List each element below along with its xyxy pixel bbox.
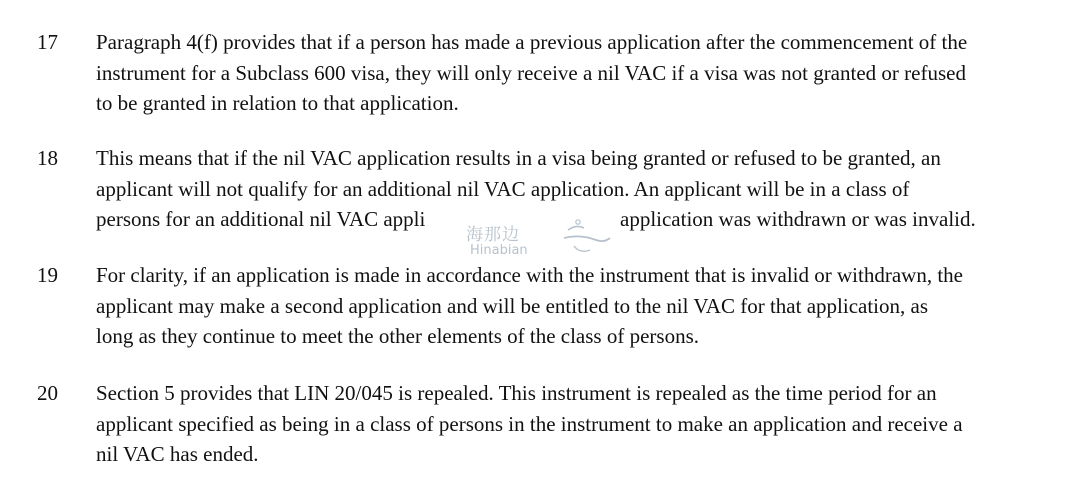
watermark <box>462 212 622 264</box>
paragraph-line: application was withdrawn or was invalid. <box>620 207 976 231</box>
paragraph-line: nil VAC has ended. <box>96 442 259 466</box>
paragraph-line: applicant specified as being in a class of persons in the instrument to make an application and receive a <box>96 411 963 436</box>
paragraph-line: instrument for a Subclass 600 visa, they will only receive a nil VAC if a visa was not granted or refused <box>96 60 966 85</box>
paragraph-line: applicant may make a second application and will be entitled to the nil VAC for that application, as <box>96 293 929 318</box>
paragraph-number: 20 <box>37 381 58 405</box>
watermark-logo-icon <box>560 216 612 258</box>
paragraph-number: 17 <box>37 30 58 54</box>
paragraph-line: applicant will not qualify for an additional nil VAC application. An applicant will be in a class of <box>96 176 910 201</box>
paragraph-line: Paragraph 4(f) provides that if a person has made a previous application after the commencement of the <box>96 30 968 54</box>
paragraph-number: 19 <box>37 263 58 287</box>
paragraph-line: This means that if the nil VAC application results in a visa being granted or refused to be granted, an <box>96 146 941 170</box>
paragraph-line: persons for an additional nil VAC appli <box>96 207 426 231</box>
paragraph-line: For clarity, if an application is made in accordance with the instrument that is invalid or withdrawn, the <box>96 263 963 287</box>
paragraph-line: long as they continue to meet the other elements of the class of persons. <box>96 324 700 348</box>
paragraph-line: to be granted in relation to that application. <box>96 91 459 115</box>
paragraph-line: Section 5 provides that LIN 20/045 is repealed. This instrument is repealed as the time period for an <box>96 381 937 405</box>
watermark-text-cn: 海那边 <box>466 225 520 245</box>
paragraph-number: 18 <box>37 146 58 170</box>
watermark-text-en: Hinabian <box>470 243 528 258</box>
